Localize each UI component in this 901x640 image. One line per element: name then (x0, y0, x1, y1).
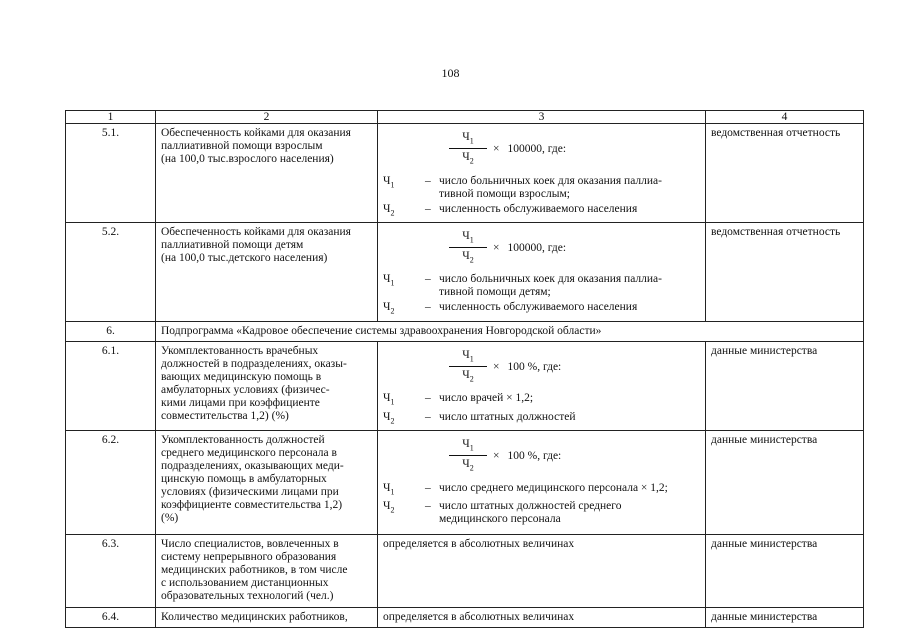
variable-symbol-index: 2 (390, 306, 395, 316)
variable-symbol (383, 301, 425, 317)
indicator-name-line: (%) (161, 511, 179, 524)
variable-symbol (383, 203, 425, 219)
variable-symbol-letter: Ч (383, 202, 391, 215)
indicator-name-line: должностей в подразделениях, оказы- (161, 357, 347, 370)
variable-dash: – (425, 481, 431, 494)
indicator-name (156, 534, 378, 607)
times-sign: × (493, 241, 500, 254)
indicator-name-line: коэффициенте совместительства 1,2) (161, 498, 343, 511)
indicator-name-line: совместительства 1,2) (%) (161, 409, 289, 422)
variable-dash: – (425, 273, 431, 286)
data-source: ведомственная отчетность (706, 124, 864, 223)
denominator (462, 456, 473, 474)
indicator-name-line: подразделениях, оказывающих меди- (161, 459, 344, 472)
table-row (66, 607, 864, 627)
variable-symbol-letter: Ч (383, 273, 391, 286)
variable-symbol-index: 1 (390, 278, 395, 288)
variable-symbol-letter: Ч (383, 499, 391, 512)
variable-description (439, 392, 533, 408)
variable-description (439, 175, 662, 201)
variable-description-line: число больничных коек для оказания паллиа- (439, 174, 662, 187)
variable-dash: – (425, 301, 431, 314)
fraction (449, 438, 487, 475)
indicator-name-line: Количество медицинских работников, (161, 610, 348, 623)
indicator-name-line: цинскую помощь в амбулаторных (161, 472, 327, 485)
numerator-index: 1 (469, 235, 474, 245)
formula-multiplier: 100 %, где: (507, 449, 562, 462)
numerator (449, 438, 487, 456)
numerator-letter: Ч (462, 229, 470, 242)
variable-description-line: число больничных коек для оказания паллиа- (439, 273, 662, 286)
indicator-name (156, 124, 378, 223)
indicator-name-line: амбулаторных условиях (физичес- (161, 383, 330, 396)
row-number: 6. (66, 321, 156, 341)
row-number: 6.2. (66, 430, 156, 534)
table-row (66, 124, 864, 223)
variable-description (439, 482, 668, 498)
table-row (66, 534, 864, 607)
times-sign: × (493, 449, 500, 462)
variable-definition (383, 392, 700, 408)
variable-dash: – (425, 202, 431, 215)
variable-symbol-letter: Ч (383, 410, 391, 423)
denominator-index: 2 (469, 374, 474, 384)
indicator-name-line: систему непрерывного образования (161, 550, 337, 563)
formula-multiplier: 100 %, где: (507, 360, 562, 373)
denominator-letter: Ч (462, 151, 470, 164)
indicator-name-line: образовательных технологий (чел.) (161, 589, 334, 602)
indicator-name-line: (на 100,0 тыс.взрослого населения) (161, 153, 334, 165)
table-row (66, 321, 864, 341)
data-source: данные министерства (706, 430, 864, 534)
variable-dash: – (425, 174, 431, 187)
fraction (449, 230, 487, 267)
indicator-name-line: Обеспеченность койками для оказания (161, 225, 351, 238)
variable-description-line: тивной помощи взрослым; (439, 187, 570, 200)
variable-symbol-letter: Ч (383, 392, 391, 405)
formula (449, 438, 700, 475)
denominator (462, 367, 473, 385)
indicator-name (156, 341, 378, 430)
fraction (449, 131, 487, 168)
indicator-name-line: Число специалистов, вовлеченных в (161, 537, 339, 550)
page-number: 108 (441, 66, 460, 80)
variable-definition (383, 175, 700, 201)
variable-symbol (383, 411, 425, 427)
method-text: определяется в абсолютных величинах (383, 537, 575, 550)
indicator-name-line: Укомплектованность врачебных (161, 344, 319, 357)
numerator-index: 1 (469, 354, 474, 364)
numerator-letter: Ч (462, 437, 470, 450)
times-sign: × (493, 142, 500, 155)
formula (449, 230, 700, 267)
variable-symbol (383, 482, 425, 498)
variable-description (439, 411, 575, 427)
indicator-name (156, 222, 378, 321)
variable-definition (383, 411, 700, 427)
variable-symbol-index: 2 (390, 505, 395, 515)
variable-description-line: тивной помощи детям; (439, 286, 551, 299)
denominator-letter: Ч (462, 458, 470, 471)
variable-symbol-index: 1 (390, 486, 395, 496)
data-source: данные министерства (706, 607, 864, 627)
data-source: данные министерства (706, 341, 864, 430)
method-cell (378, 341, 706, 430)
variable-description-line: число штатных должностей среднего (439, 499, 622, 512)
variable-definition (383, 482, 700, 498)
variable-definition (383, 203, 700, 219)
variable-description-line: число штатных должностей (439, 410, 576, 423)
row-number: 5.1. (66, 124, 156, 223)
variable-symbol-index: 1 (390, 179, 395, 189)
method-text: определяется в абсолютных величинах (383, 610, 575, 623)
row-number: 5.2. (66, 222, 156, 321)
variable-symbol (383, 175, 425, 201)
subprogram-title: Подпрограмма «Кадровое обеспечение системы здравоохранения Новгородской области» (156, 321, 864, 341)
row-number: 6.4. (66, 607, 156, 627)
header-cell: 1 (66, 111, 156, 124)
variable-definition (383, 273, 700, 299)
formula (449, 131, 700, 168)
indicator-name (156, 430, 378, 534)
numerator (449, 131, 487, 149)
variable-description (439, 301, 637, 317)
indicator-name-line: (на 100,0 тыс.детского населения) (161, 251, 328, 264)
denominator-letter: Ч (462, 369, 470, 382)
indicator-name-line: Обеспеченность койками для оказания (161, 127, 351, 139)
variable-symbol-index: 2 (390, 415, 395, 425)
variable-description-line: число среднего медицинского персонала × 1,2; (439, 481, 668, 494)
indicator-name-line: Укомплектованность должностей (161, 433, 325, 446)
variable-description (439, 203, 637, 219)
variable-definition (383, 500, 700, 526)
variable-symbol-index: 1 (390, 397, 395, 407)
header-cell: 3 (378, 111, 706, 124)
variable-description-line: численность обслуживаемого населения (439, 202, 638, 215)
denominator-index: 2 (469, 156, 474, 166)
numerator-letter: Ч (462, 131, 470, 143)
variable-definition (383, 301, 700, 317)
numerator-letter: Ч (462, 348, 470, 361)
indicator-name-line: паллиативной помощи детям (161, 238, 304, 251)
data-source: данные министерства (706, 534, 864, 607)
denominator (462, 149, 473, 167)
method-cell (378, 430, 706, 534)
row-number: 6.3. (66, 534, 156, 607)
header-cell: 4 (706, 111, 864, 124)
method-cell (378, 222, 706, 321)
denominator-index: 2 (469, 255, 474, 265)
variable-symbol-letter: Ч (383, 301, 391, 314)
row-number: 6.1. (66, 341, 156, 430)
times-sign: × (493, 360, 500, 373)
variable-symbol-letter: Ч (383, 481, 391, 494)
indicator-name-line: среднего медицинского персонала в (161, 446, 337, 459)
variable-symbol (383, 392, 425, 408)
table-row (66, 341, 864, 430)
variable-symbol (383, 500, 425, 526)
indicator-name-line: с использованием дистанционных (161, 576, 329, 589)
variable-symbol (383, 273, 425, 299)
denominator (462, 248, 473, 266)
indicator-name-line: условиях (физическими лицами при (161, 485, 339, 498)
method-cell (378, 534, 706, 607)
indicator-name-line: медицинских работников, в том числе (161, 563, 348, 576)
numerator (449, 230, 487, 248)
method-cell (378, 607, 706, 627)
variable-description-line: число врачей × 1,2; (439, 392, 534, 405)
indicator-name (156, 607, 378, 627)
numerator-index: 1 (469, 136, 474, 146)
indicator-name-line: вающих медицинскую помощь в (161, 370, 322, 383)
variable-description (439, 273, 662, 299)
variable-dash: – (425, 499, 431, 512)
header-row (66, 111, 864, 124)
method-cell (378, 124, 706, 223)
indicator-name-line: паллиативной помощи взрослым (161, 140, 323, 152)
variable-dash: – (425, 392, 431, 405)
formula-multiplier: 100000, где: (507, 142, 567, 155)
formula-multiplier: 100000, где: (507, 241, 567, 254)
header-cell: 2 (156, 111, 378, 124)
numerator (449, 349, 487, 367)
variable-description-line: численность обслуживаемого населения (439, 301, 638, 314)
variable-symbol-index: 2 (390, 207, 395, 217)
table-row (66, 222, 864, 321)
variable-description-line: медицинского персонала (439, 512, 561, 525)
fraction (449, 349, 487, 386)
denominator-letter: Ч (462, 250, 470, 263)
variable-dash: – (425, 410, 431, 423)
data-source: ведомственная отчетность (706, 222, 864, 321)
table-row (66, 430, 864, 534)
numerator-index: 1 (469, 443, 474, 453)
indicator-name-line: кими лицами при коэффициенте (161, 396, 320, 409)
denominator-index: 2 (469, 463, 474, 473)
variable-description (439, 500, 621, 526)
indicator-table (65, 110, 864, 628)
variable-symbol-letter: Ч (383, 174, 391, 187)
formula (449, 349, 700, 386)
